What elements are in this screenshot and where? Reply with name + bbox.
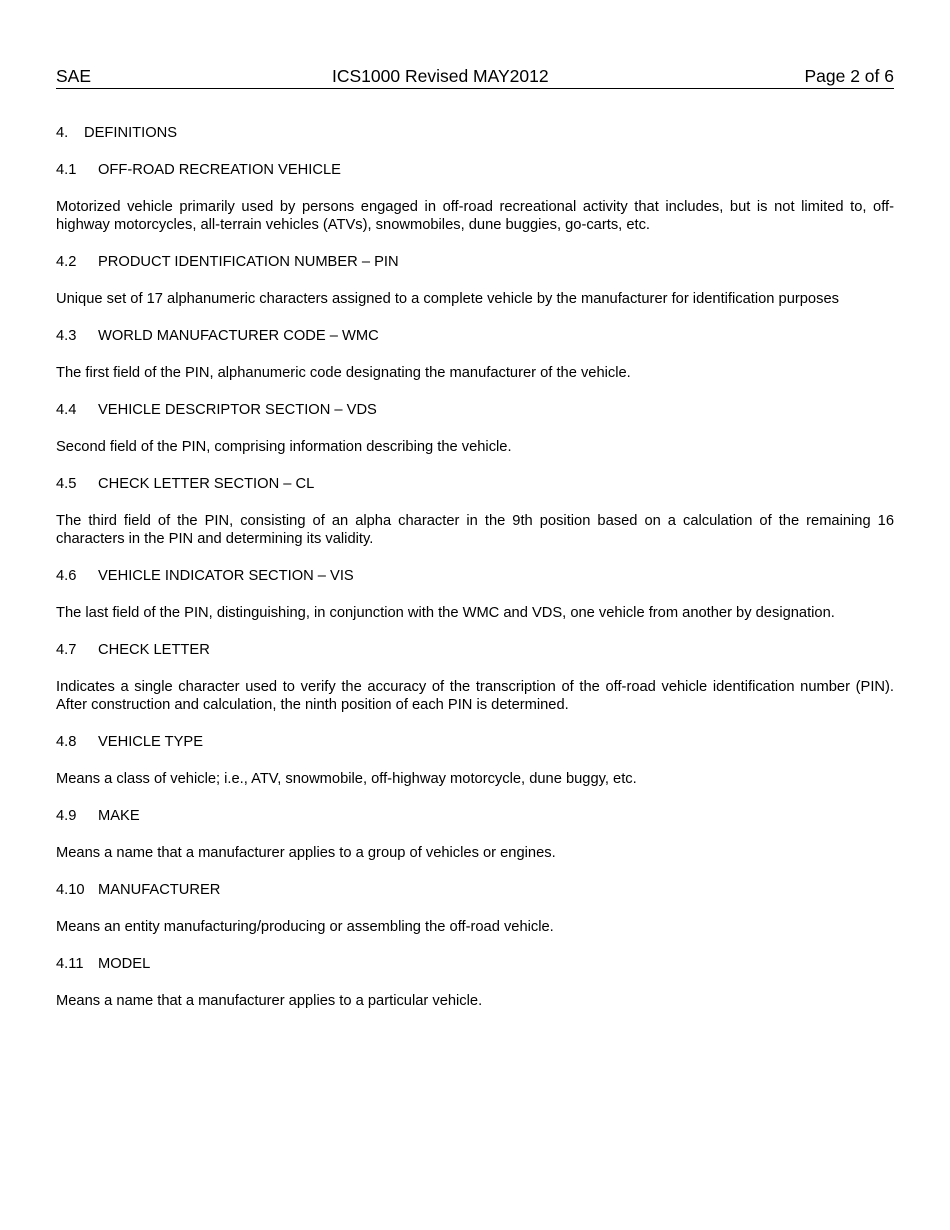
definition-text: Motorized vehicle primarily used by persons engaged in off-road recreational activity that includes, but is not limited to, off-highway motorcycles, all-terrain vehicles (ATVs), snowmobiles, dune buggies, go-carts, etc.	[56, 199, 894, 233]
definition-term: CHECK LETTER	[98, 642, 210, 658]
section-number: 4.	[56, 125, 69, 141]
definition-heading	[56, 327, 894, 345]
header-page-number: Page 2 of 6	[804, 66, 894, 86]
definition-term: PRODUCT IDENTIFICATION NUMBER – PIN	[98, 254, 399, 270]
definition-heading	[56, 567, 894, 585]
definition-heading	[56, 401, 894, 419]
definition-heading	[56, 807, 894, 825]
section-heading	[56, 124, 894, 142]
definition-number: 4.2	[56, 254, 77, 270]
definition-text: Unique set of 17 alphanumeric characters assigned to a complete vehicle by the manufacturer for identification purposes	[56, 291, 839, 307]
definition-term: VEHICLE DESCRIPTOR SECTION – VDS	[98, 402, 377, 418]
definition-number: 4.4	[56, 402, 77, 418]
definition-text: Second field of the PIN, comprising information describing the vehicle.	[56, 439, 512, 455]
definition-term: VEHICLE INDICATOR SECTION – VIS	[98, 568, 354, 584]
definition-term: MANUFACTURER	[98, 882, 221, 898]
definition-text: Indicates a single character used to verify the accuracy of the transcription of the off-road vehicle identification number (PIN). After construction and calculation, the ninth position of each PIN is determined.	[56, 679, 903, 713]
page-header	[56, 66, 894, 89]
definition-number: 4.9	[56, 808, 77, 824]
header-org: SAE	[56, 66, 92, 86]
definition-term: MODEL	[98, 956, 151, 972]
definition-heading	[56, 641, 894, 659]
definition-number: 4.5	[56, 476, 77, 492]
definition-heading	[56, 881, 894, 899]
section-title: DEFINITIONS	[84, 125, 178, 141]
header-document-id: ICS1000 Revised MAY2012	[332, 66, 549, 86]
definition-text: The first field of the PIN, alphanumeric code designating the manufacturer of the vehicle.	[56, 365, 631, 381]
definition-term: MAKE	[98, 808, 140, 824]
definition-number: 4.1	[56, 162, 77, 178]
definition-number: 4.7	[56, 642, 77, 658]
definition-number: 4.8	[56, 734, 77, 750]
document-body	[56, 124, 903, 1029]
definition-number: 4.10	[56, 882, 85, 898]
definition-term: CHECK LETTER SECTION – CL	[98, 476, 315, 492]
definition-heading	[56, 733, 894, 751]
definition-text: Means a class of vehicle; i.e., ATV, snowmobile, off-highway motorcycle, dune buggy, etc.	[56, 771, 637, 787]
definition-term: WORLD MANUFACTURER CODE – WMC	[98, 328, 379, 344]
definition-heading	[56, 161, 894, 179]
definition-text: The last field of the PIN, distinguishing, in conjunction with the WMC and VDS, one vehicle from another by designation.	[56, 605, 835, 621]
definition-number: 4.3	[56, 328, 77, 344]
definition-number: 4.6	[56, 568, 77, 584]
definition-term: VEHICLE TYPE	[98, 734, 204, 750]
definition-heading	[56, 475, 894, 493]
definition-text: Means an entity manufacturing/producing or assembling the off-road vehicle.	[56, 919, 554, 935]
definition-text: Means a name that a manufacturer applies to a particular vehicle.	[56, 993, 483, 1009]
definition-heading	[56, 955, 894, 973]
definition-text: Means a name that a manufacturer applies to a group of vehicles or engines.	[56, 845, 556, 861]
definition-heading	[56, 253, 894, 271]
definition-number: 4.11	[56, 956, 84, 972]
definition-term: OFF-ROAD RECREATION VEHICLE	[98, 162, 341, 178]
definition-text: The third field of the PIN, consisting of an alpha character in the 9th position based on a calculation of the remaining 16 characters in the PIN and determining its validity.	[56, 513, 894, 547]
